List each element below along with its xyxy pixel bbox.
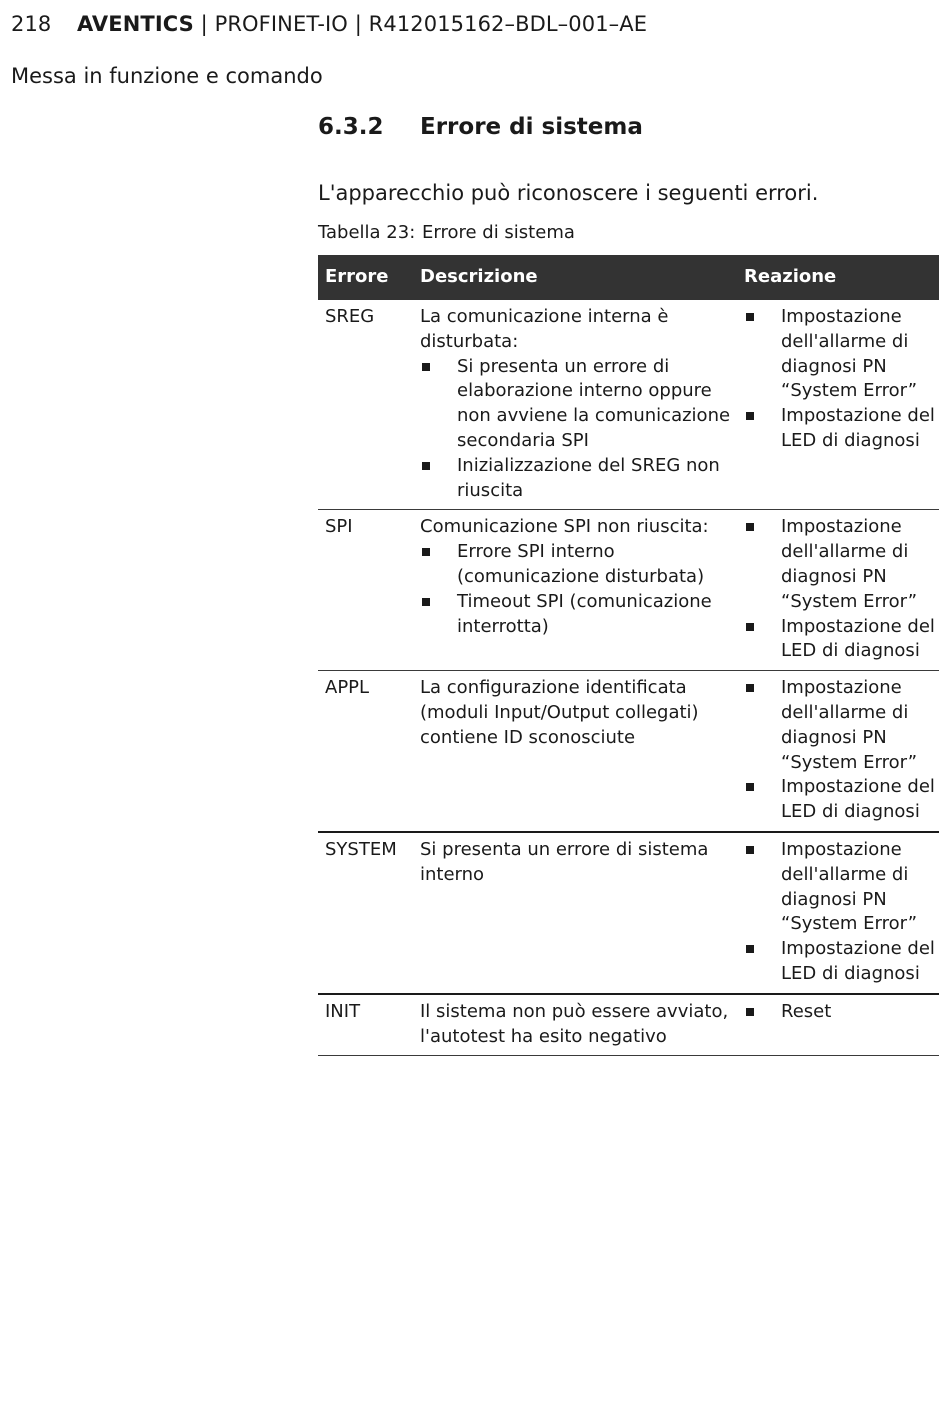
error-code: INIT — [318, 994, 413, 1056]
column-header-reaction: Reazione — [731, 255, 939, 300]
error-code: SREG — [318, 300, 413, 510]
description-text: Il sistema non può essere avviato, l'autotest ha esito negativo — [420, 1000, 729, 1047]
description-text: La comunicazione interna è disturbata: — [420, 306, 669, 352]
error-code: APPL — [318, 671, 413, 832]
table-header-row — [318, 255, 939, 300]
bullet-item: Errore SPI interno (comunicazione disturbata) — [420, 540, 731, 590]
error-reaction — [731, 994, 939, 1056]
section-number: 6.3.2 — [318, 114, 384, 140]
table-row — [318, 832, 939, 994]
description-text: Comunicazione SPI non riuscita: — [420, 516, 709, 538]
table-row — [318, 510, 939, 671]
error-reaction — [731, 832, 939, 994]
bullet-item: Impostazione dell'allarme di diagnosi PN “System Error” — [744, 515, 939, 614]
error-description — [413, 832, 731, 994]
bullet-item: Impostazione dell'allarme di diagnosi PN “System Error” — [744, 838, 939, 937]
table-caption — [318, 222, 575, 243]
table-caption-label: Tabella 23: — [318, 222, 416, 243]
bullet-item: Timeout SPI (comunicazione interrotta) — [420, 590, 731, 640]
bullet-item: Reset — [744, 1000, 939, 1025]
description-text: La configurazione identificata (moduli Input/Output collegati) contiene ID sconosciute — [420, 677, 699, 748]
error-description — [413, 671, 731, 832]
reaction-list — [744, 305, 939, 454]
bullet-item: Impostazione dell'allarme di diagnosi PN “System Error” — [744, 305, 939, 404]
error-reaction — [731, 300, 939, 510]
system-error-table — [318, 255, 939, 1056]
section-title: Errore di sistema — [420, 114, 643, 140]
reaction-list — [744, 515, 939, 664]
error-code: SYSTEM — [318, 832, 413, 994]
document-reference: | PROFINET-IO | R412015162–BDL–001–AE — [193, 12, 648, 36]
column-header-error: Errore — [318, 255, 413, 300]
description-list — [420, 540, 731, 639]
bullet-item: Si presenta un errore di elaborazione interno oppure non avviene la comunicazione secondaria SPI — [420, 355, 731, 454]
page-number: 218 — [11, 12, 52, 36]
table-row — [318, 671, 939, 832]
bullet-item: Impostazione del LED di diagnosi — [744, 404, 939, 454]
error-reaction — [731, 671, 939, 832]
reaction-list — [744, 1000, 939, 1025]
error-description — [413, 300, 731, 510]
table-row — [318, 300, 939, 510]
bullet-item: Impostazione dell'allarme di diagnosi PN “System Error” — [744, 676, 939, 775]
error-code: SPI — [318, 510, 413, 671]
description-list — [420, 355, 731, 504]
column-header-description: Descrizione — [413, 255, 731, 300]
reaction-list — [744, 676, 939, 825]
table-caption-title: Errore di sistema — [422, 222, 575, 243]
chapter-title: Messa in funzione e comando — [11, 64, 323, 88]
bullet-item: Inizializzazione del SREG non riuscita — [420, 454, 731, 504]
section-heading — [318, 114, 643, 140]
brand-name: AVENTICS — [77, 12, 194, 36]
reaction-list — [744, 838, 939, 987]
bullet-item: Impostazione del LED di diagnosi — [744, 937, 939, 987]
description-text: Si presenta un errore di sistema interno — [420, 838, 709, 885]
error-description — [413, 994, 731, 1056]
table-row — [318, 994, 939, 1056]
intro-paragraph: L'apparecchio può riconoscere i seguenti errori. — [318, 181, 819, 205]
error-reaction — [731, 510, 939, 671]
bullet-item: Impostazione del LED di diagnosi — [744, 615, 939, 665]
page-header — [11, 12, 647, 36]
bullet-item: Impostazione del LED di diagnosi — [744, 775, 939, 825]
error-description — [413, 510, 731, 671]
